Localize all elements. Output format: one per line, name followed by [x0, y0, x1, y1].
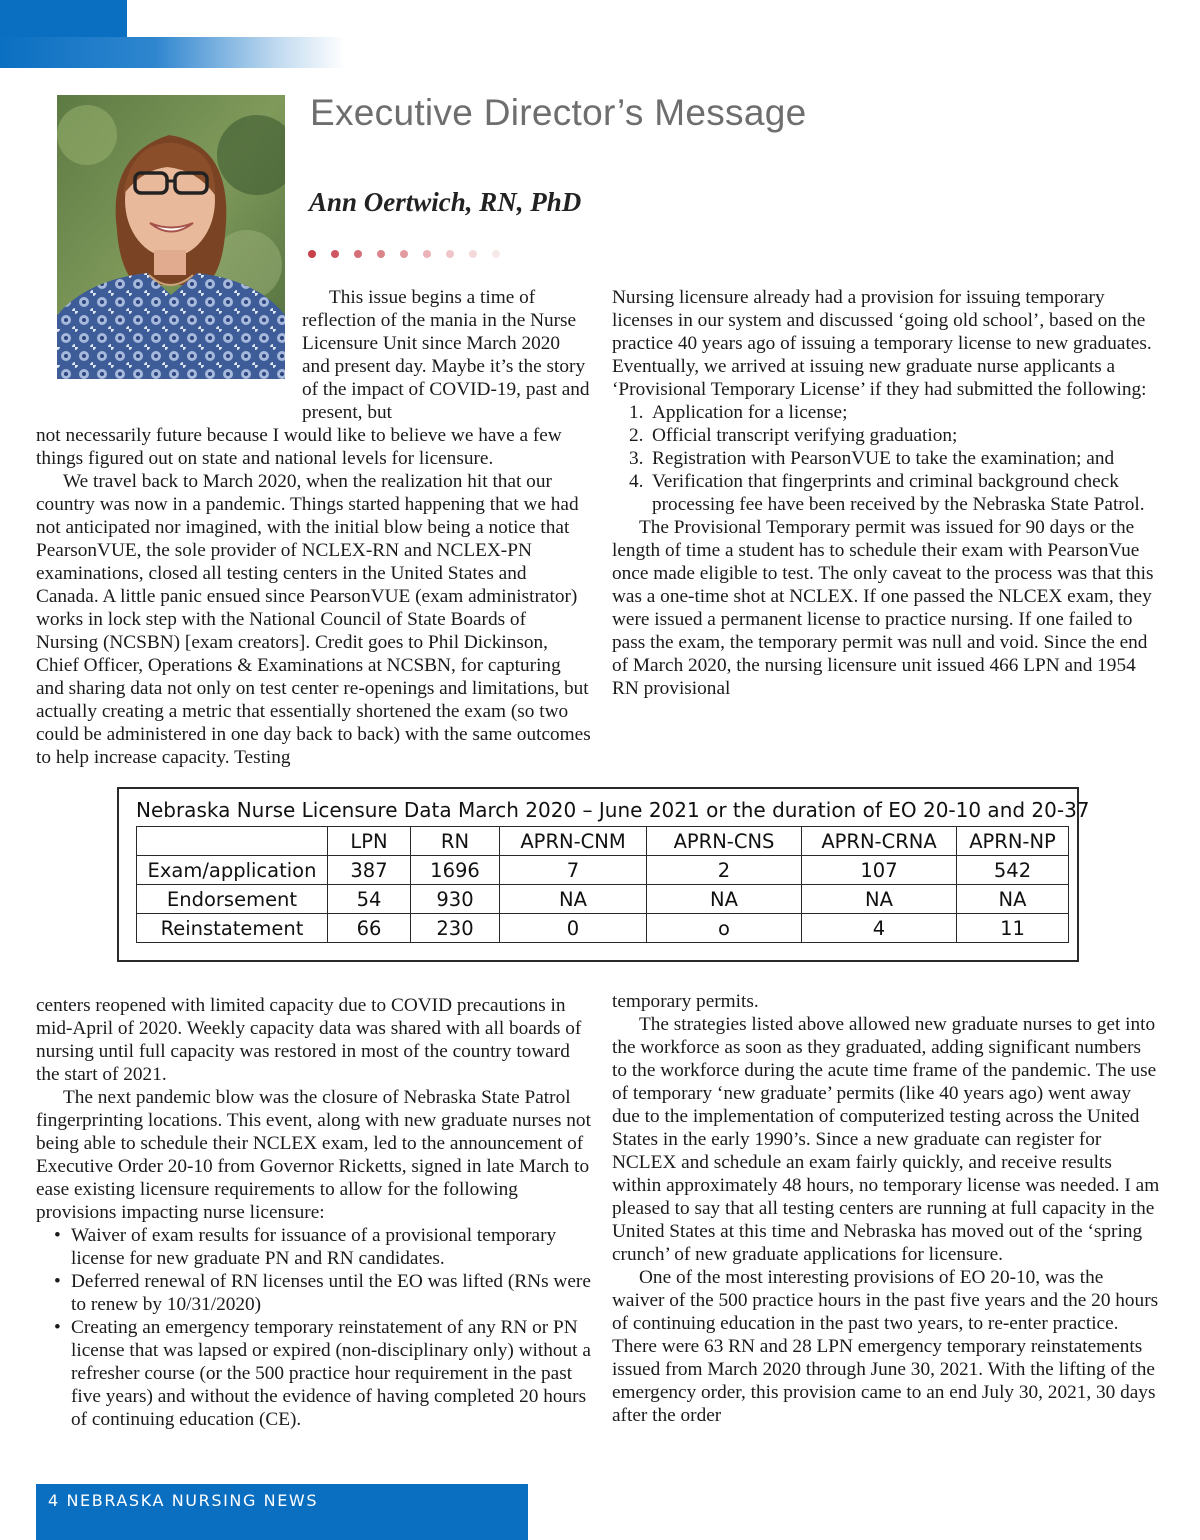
- paragraph: Nursing licensure already had a provision for issuing temporary licenses in our system and discussed ‘going old school’, based on the practice 40 years ago of issuing a temporary license to new graduates. Eventually, we arrived at issuing new graduate nurse applicants a ‘Provisional Temporary License’ if they had submitted the following:: [612, 287, 1152, 400]
- table-cell: 107: [802, 856, 957, 885]
- paragraph: The strategies listed above allowed new graduate nurses to get into the workforce as soon as they graduated, adding significant numbers to the workforce during the acute time frame of the pandemic. The use of temporary ‘new graduate’ permits (like 40 years ago) went away due to the implementation of computerized testing across the United States in the early 1990’s. Since a new graduate can register for NCLEX and schedule an exam fairly quickly, and receive results within approximately 48 hours, no temporary license was needed. I am pleased to say that all testing centers are running at full capacity in the United States at this time and Nebraska has moved out of the ‘spring crunch’ of new graduate applications for licensure.: [612, 1014, 1160, 1265]
- list-item: [612, 401, 1160, 424]
- article-column-2a: [612, 286, 1160, 700]
- table-cell: NA: [647, 885, 802, 914]
- table-header-cell: LPN: [328, 827, 411, 856]
- list-item: [36, 1316, 592, 1431]
- article-column-1a: [302, 286, 592, 424]
- decorative-dot: [446, 250, 454, 258]
- table-cell: 11: [957, 914, 1069, 943]
- list-number: 3.: [629, 448, 644, 469]
- table-cell: 387: [328, 856, 411, 885]
- list-item-text: Deferred renewal of RN licenses until the EO was lifted (RNs were to renew by 10/31/2020): [71, 1271, 591, 1315]
- table-cell: 4: [802, 914, 957, 943]
- decorative-dot: [331, 250, 339, 258]
- licensure-data-table-box: [117, 787, 1090, 962]
- paragraph: The Provisional Temporary permit was issued for 90 days or the length of time a student has to schedule their exam with PearsonVue once made eligible to test. The only caveat to the process was that this was a one-time shot at NCLEX. If one passed the NLCEX exam, they were issued a permanent license to practice nursing. If one failed to pass the exam, the temporary permit was null and void. Since the end of March 2020, the nursing licensure unit issued 466 LPN and 1954 RN provisional: [612, 517, 1154, 699]
- list-number: 1.: [629, 402, 644, 423]
- footer-bar: [36, 1484, 528, 1540]
- paragraph: temporary permits.: [612, 991, 759, 1012]
- table-cell: Endorsement: [137, 885, 328, 914]
- table-row: [137, 885, 1069, 914]
- article-column-2b: [612, 990, 1160, 1427]
- table-cell: 1696: [411, 856, 500, 885]
- decorative-dot: [492, 250, 500, 258]
- decorative-dot: [400, 250, 408, 258]
- table-cell: NA: [802, 885, 957, 914]
- table-header-cell: RN: [411, 827, 500, 856]
- paragraph: The next pandemic blow was the closure of Nebraska State Patrol fingerprinting locations. This event, along with new graduate nurses not being able to schedule their NCLEX exam, led to the announcement of Executive Order 20-10 from Governor Ricketts, signed in late March to ease existing licensure requirements to allow for the following provisions impacting nurse licensure:: [36, 1087, 591, 1223]
- decorative-dot: [469, 250, 477, 258]
- page-title: Executive Director’s Message: [310, 92, 807, 133]
- bullet: •: [54, 1271, 61, 1292]
- table-cell: NA: [957, 885, 1069, 914]
- table-caption: Nebraska Nurse Licensure Data March 2020 – June 2021 or the duration of EO 20-10 and 20-37: [136, 798, 1090, 822]
- list-item: [612, 424, 1160, 447]
- list-item-text: Official transcript verifying graduation;: [652, 425, 958, 446]
- paragraph: not necessarily future because I would like to believe we have a few things figured out on state and national levels for licensure.: [36, 425, 562, 469]
- table-header-cell: [137, 827, 328, 856]
- table-cell: 542: [957, 856, 1069, 885]
- table-cell: 7: [500, 856, 647, 885]
- list-item-text: Waiver of exam results for issuance of a provisional temporary license for new graduate PN and RN candidates.: [71, 1225, 557, 1269]
- decorative-dot: [423, 250, 431, 258]
- article-column-1b: [36, 424, 592, 769]
- table-header-cell: APRN-NP: [957, 827, 1069, 856]
- table-cell: 0: [500, 914, 647, 943]
- paragraph: We travel back to March 2020, when the realization hit that our country was now in a pandemic. Things started happening that we had not anticipated nor imagined, with the initial blow being a notice that PearsonVUE, the sole provider of NCLEX-RN and NCLEX-PN examinations, closed all testing centers in the United States and Canada. A little panic ensued since PearsonVUE (exam administrator) works in lock step with the National Council of State Boards of Nursing (NCSBN) [exam creators]. Credit goes to Phil Dickinson, Chief Officer, Operations & Examinations at NCSBN, for capturing and sharing data not only on test center re-openings and limitations, but actually creating a metric that essentially shortened the exam (so two could be administered in one day back to back) with the same outcomes to help increase capacity. Testing: [36, 471, 591, 768]
- author-byline: Ann Oertwich, RN, PhD: [309, 187, 582, 217]
- list-number: 4.: [629, 471, 644, 492]
- decorative-dot: [308, 250, 316, 258]
- paragraph: centers reopened with limited capacity due to COVID precautions in mid-April of 2020. Weekly capacity data was shared with all boards of nursing until full capacity was restored in most of the country toward the start of 2021.: [36, 995, 582, 1085]
- table-header-cell: APRN-CRNA: [802, 827, 957, 856]
- paragraph: This issue begins a time of reflection of the mania in the Nurse Licensure Unit since March 2020 and present day. Maybe it’s the story of the impact of COVID-19, past and present, but: [302, 287, 590, 423]
- article-column-1c: [36, 994, 592, 1431]
- table-header-cell: APRN-CNM: [500, 827, 647, 856]
- table-header-cell: APRN-CNS: [647, 827, 802, 856]
- decorative-dot: [377, 250, 385, 258]
- list-item: [612, 470, 1160, 516]
- list-item-text: Creating an emergency temporary reinstatement of any RN or PN license that was lapsed or expired (non-disciplinary only) without a refresher course (or the 500 practice hour requirement in the past five years) and without the evidence of having completed 20 hours of continuing education (CE).: [71, 1317, 591, 1430]
- table-cell: o: [647, 914, 802, 943]
- table-cell: Exam/application: [137, 856, 328, 885]
- table-cell: 66: [328, 914, 411, 943]
- table-cell: 230: [411, 914, 500, 943]
- author-photo: [57, 95, 285, 379]
- list-item-text: Application for a license;: [652, 402, 848, 423]
- footer-page-label: 4 NEBRASKA NURSING NEWS: [48, 1491, 319, 1510]
- list-item: [36, 1224, 592, 1270]
- table-cell: Reinstatement: [137, 914, 328, 943]
- table-cell: 2: [647, 856, 802, 885]
- requirements-list: [612, 401, 1160, 516]
- provisions-list: [36, 1224, 592, 1431]
- licensure-data-table: [136, 826, 1069, 943]
- decorative-dot: [354, 250, 362, 258]
- list-item-text: Registration with PearsonVUE to take the examination; and: [652, 448, 1115, 469]
- table-cell: 930: [411, 885, 500, 914]
- header-gradient-bar: [0, 37, 345, 68]
- table-row: [137, 914, 1069, 943]
- decorative-dots: [308, 250, 500, 258]
- table-cell: 54: [328, 885, 411, 914]
- table-header-row: [137, 827, 1069, 856]
- list-number: 2.: [629, 425, 644, 446]
- list-item: [612, 447, 1160, 470]
- list-item-text: Verification that fingerprints and criminal background check processing fee have been received by the Nebraska State Patrol.: [652, 471, 1145, 515]
- list-item: [36, 1270, 592, 1316]
- table-row: [137, 856, 1069, 885]
- paragraph: One of the most interesting provisions of EO 20-10, was the waiver of the 500 practice hours in the past five years and the 20 hours of continuing education in the past two years, to re-enter practice. There were 63 RN and 28 LPN emergency temporary reinstatements issued from March 2020 through June 30, 2021. With the lifting of the emergency order, this provision came to an end July 30, 2021, 30 days after the order: [612, 1267, 1159, 1426]
- bullet: •: [54, 1317, 61, 1338]
- bullet: •: [54, 1225, 61, 1246]
- table-cell: NA: [500, 885, 647, 914]
